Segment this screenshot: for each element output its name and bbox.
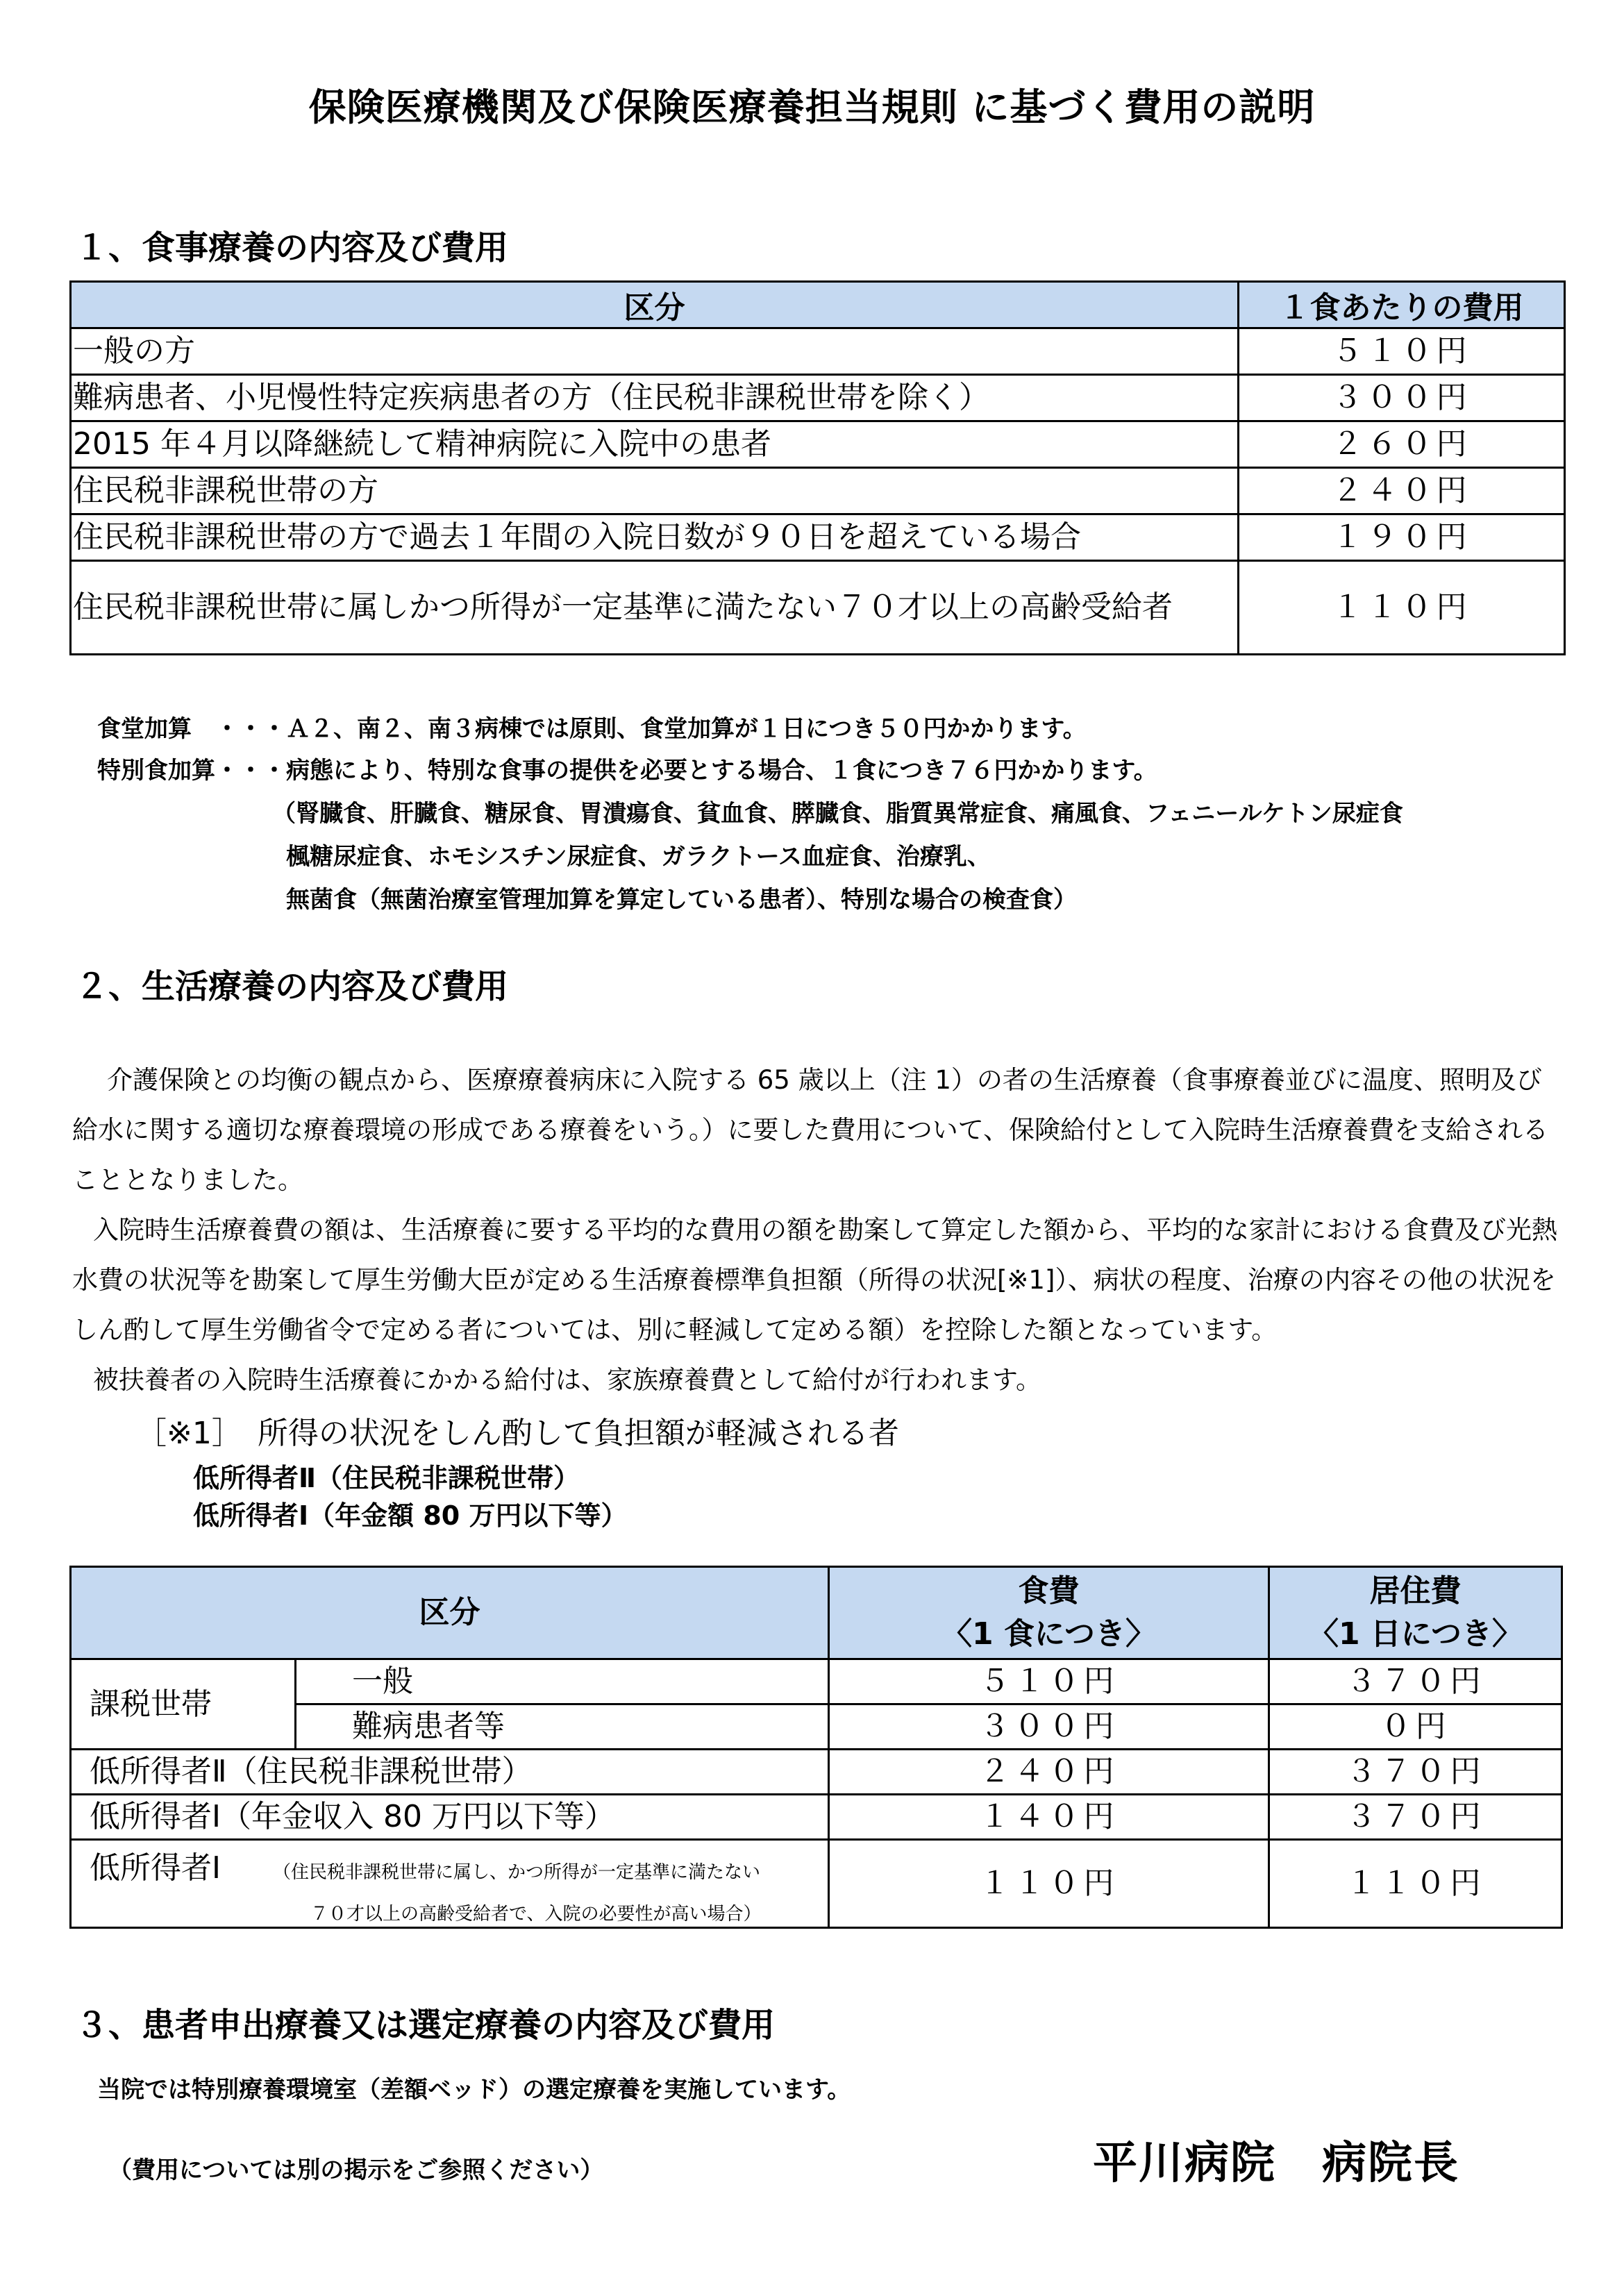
row-food-amount: ２４０円 bbox=[829, 1750, 1269, 1795]
header-food-label: 食費 bbox=[1018, 1573, 1080, 1609]
header-category: 区分 bbox=[71, 282, 1239, 328]
table-row bbox=[71, 1750, 1562, 1795]
note-dining-surcharge: 食堂加算 ・・・Ａ２、南２、南３病棟では原則、食堂加算が１日につき５０円かかります。 bbox=[97, 715, 1087, 743]
meal-cost-table bbox=[69, 280, 1566, 655]
row-housing-amount: ３７０円 bbox=[1269, 1795, 1562, 1840]
paragraph-3: 被扶養者の入院時生活療養にかかる給付は、家族療養費として給付が行われます。 bbox=[93, 1365, 1042, 1395]
row-food-amount: １１０円 bbox=[829, 1840, 1269, 1928]
row-amount: ２６０円 bbox=[1239, 421, 1565, 468]
row-label: 一般の方 bbox=[71, 328, 1239, 375]
paragraph-1: 介護保険との均衡の観点から、医療療養病床に入院する 65 歳以上（注 1）の者の生活療養（食事療養並びに温度、照明及び給水に関する適切な療養環境の形成である療養をいう。）に要した費用について、保険給付として入院時生活療養費を支給されることとなりました。 bbox=[72, 1065, 1549, 1195]
table-header-row bbox=[71, 282, 1565, 328]
row-label-elderly bbox=[71, 1840, 829, 1928]
table-row bbox=[71, 1659, 1562, 1704]
row-amount: ５１０円 bbox=[1239, 328, 1565, 375]
section2-heading: ２、生活療養の内容及び費用 bbox=[75, 967, 509, 1006]
section3-footnote: （費用については別の掲示をご参照ください） bbox=[108, 2156, 604, 2184]
row-food-amount: ３００円 bbox=[829, 1704, 1269, 1750]
taxed-household-label: 課税世帯 bbox=[71, 1659, 296, 1750]
row-label: 低所得者Ⅰ（年金収入 80 万円以下等） bbox=[71, 1795, 829, 1840]
row-label: 住民税非課税世帯の方 bbox=[71, 468, 1239, 514]
row-label: 低所得者Ⅱ（住民税非課税世帯） bbox=[71, 1750, 829, 1795]
income-reference-item-1: 低所得者Ⅱ（住民税非課税世帯） bbox=[193, 1463, 580, 1493]
section1-heading: １、食事療養の内容及び費用 bbox=[75, 228, 509, 267]
row-food-amount: １４０円 bbox=[829, 1795, 1269, 1840]
section3-heading: ３、患者申出療養又は選定療養の内容及び費用 bbox=[75, 2006, 776, 2045]
row-amount: １１０円 bbox=[1239, 561, 1565, 655]
header-housing-label: 居住費 bbox=[1369, 1573, 1462, 1609]
row-amount: １９０円 bbox=[1239, 514, 1565, 561]
row-label: 難病患者、小児慢性特定疾病患者の方（住民税非課税世帯を除く） bbox=[71, 375, 1239, 421]
page-title: 保険医療機関及び保険医療養担当規則 に基づく費用の説明 bbox=[308, 85, 1316, 129]
table-row bbox=[71, 1840, 1562, 1928]
header-food-unit: 〈1 食につき〉 bbox=[941, 1616, 1157, 1652]
row-food-amount: ５１０円 bbox=[829, 1659, 1269, 1704]
table-row bbox=[71, 421, 1565, 468]
note-special-list-1: （腎臓食、肝臓食、糖尿食、胃潰瘍食、貧血食、膵臓食、脂質異常症食、痛風食、フェニールケトン尿症食 bbox=[272, 800, 1403, 828]
header-food bbox=[829, 1567, 1269, 1659]
income-reference-item-2: 低所得者Ⅰ（年金額 80 万円以下等） bbox=[193, 1500, 628, 1531]
header-category: 区分 bbox=[71, 1567, 829, 1659]
header-housing bbox=[1269, 1567, 1562, 1659]
table-header-row bbox=[71, 1567, 1562, 1659]
row-housing-amount: ０円 bbox=[1269, 1704, 1562, 1750]
table-row bbox=[71, 375, 1565, 421]
section2-body bbox=[72, 1055, 1565, 1405]
header-housing-unit: 〈1 日につき〉 bbox=[1307, 1616, 1523, 1652]
table-row bbox=[71, 1795, 1562, 1840]
row-housing-amount: ３７０円 bbox=[1269, 1659, 1562, 1704]
hospital-signature: 平川病院 病院長 bbox=[1093, 2138, 1459, 2189]
note-special-meal: 特別食加算・・・病態により、特別な食事の提供を必要とする場合、１食につき７６円かかります。 bbox=[97, 757, 1157, 785]
row-housing-amount: ３７０円 bbox=[1269, 1750, 1562, 1795]
table-row bbox=[71, 561, 1565, 655]
paragraph-2: 入院時生活療養費の額は、生活療養に要する平均的な費用の額を勘案して算定した額から、平均的な家計における食費及び光熱水費の状況等を勘案して厚生労働大臣が定める生活療養標準負担額（所得の状況[※1]）、病状の程度、治療の内容その他の状況をしん酌して厚生労働省令で定める者については、別に軽減して定める額）を控除した額となっています。 bbox=[72, 1215, 1557, 1345]
header-cost: １食あたりの費用 bbox=[1239, 282, 1565, 328]
living-cost-table bbox=[69, 1566, 1563, 1929]
row-housing-amount: １１０円 bbox=[1269, 1840, 1562, 1928]
income-reference-title: ［※1］ 所得の状況をしん酌して負担額が軽減される者 bbox=[136, 1416, 899, 1451]
table-row bbox=[71, 328, 1565, 375]
section3-text: 当院では特別療養環境室（差額ベッド）の選定療養を実施しています。 bbox=[97, 2076, 851, 2104]
table-row bbox=[71, 468, 1565, 514]
note-special-list-2: 楓糖尿症食、ホモシスチン尿症食、ガラクトース血症食、治療乳、 bbox=[286, 843, 991, 871]
row-amount: ３００円 bbox=[1239, 375, 1565, 421]
row-label: 一般 bbox=[296, 1659, 829, 1704]
row-label: 住民税非課税世帯の方で過去１年間の入院日数が９０日を超えている場合 bbox=[71, 514, 1239, 561]
row-amount: ２４０円 bbox=[1239, 468, 1565, 514]
row-label: 住民税非課税世帯に属しかつ所得が一定基準に満たない７０才以上の高齢受給者 bbox=[71, 561, 1239, 655]
row-note-2: ７０才以上の高齢受給者で、入院の必要性が高い場合） bbox=[310, 1903, 762, 1925]
row-label: 低所得者Ⅰ bbox=[90, 1850, 221, 1886]
row-note-1: （住民税非課税世帯に属し、かつ所得が一定基準に満たない bbox=[273, 1861, 761, 1883]
table-row bbox=[71, 514, 1565, 561]
row-label: 難病患者等 bbox=[296, 1704, 829, 1750]
row-label: 2015 年４月以降継続して精神病院に入院中の患者 bbox=[71, 421, 1239, 468]
note-special-list-3: 無菌食（無菌治療室管理加算を算定している患者）、特別な場合の検査食） bbox=[286, 886, 1077, 914]
